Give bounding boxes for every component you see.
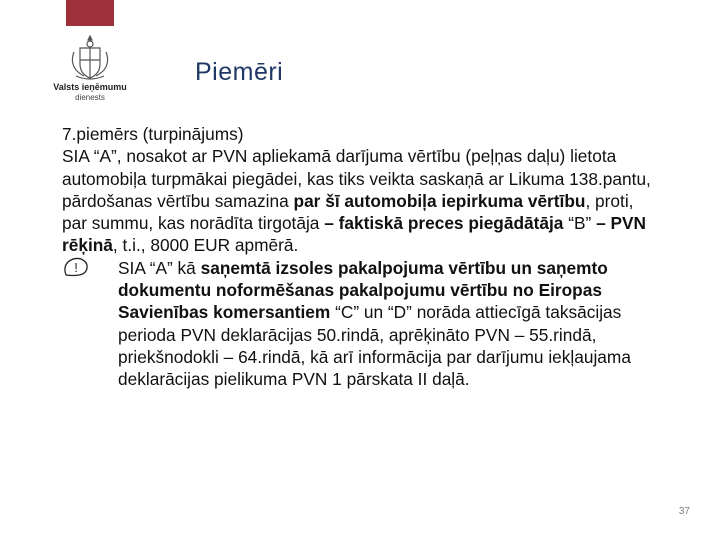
paragraph-2 [62,257,662,391]
logo-text-line2: dienests [75,93,105,102]
exclamation-icon [62,257,90,277]
svg-text:!: ! [74,259,78,275]
page-number: 37 [678,506,690,517]
vid-logo [50,34,130,126]
para1-run: , t.i., 8000 EUR apmērā. [112,235,299,256]
para1-run: SIA “A”, nosakot ar PVN apliekamā darījuma vērtību (peļņas daļu) lietota automobiļa turpmākai piegādei, kas tiks veikta saskaņā ar Likuma 138.pantu, pārdošanas vērtību samazina [62,146,651,211]
paragraph-1 [62,145,662,256]
para2-run: “C” un “D” norāda attiecīgā taksācijas perioda PVN deklarācijas 50.rindā, aprēķināto PVN – 55.rindā, priekšnodokli – 64.rindā, kā arī informācija par darījumu iekļaujama deklarācijas pielikuma PVN 1 pārskata II daļā. [118,302,631,390]
logo-text-line1: Valsts ieņēmumu [53,82,127,92]
para2-run: SIA “A” kā [118,257,201,278]
para1-run: par šī automobiļa iepirkuma vērtību [293,190,586,211]
paragraph-2-text [118,258,631,389]
slide-title: Piemēri [195,58,284,86]
para1-run: – PVN rēķinā [62,213,647,256]
para1-run: “B” [563,213,597,234]
coat-of-arms-icon [68,34,112,82]
example-subtitle: 7.piemērs (turpinājums) [62,124,244,144]
para1-run: – faktiskā preces piegādātāja [324,213,564,234]
para2-run: saņemtā izsoles pakalpojuma vērtību un saņemto dokumentu noformēšanas pakalpojumu vērtību no Eiropas Savienības komersantiem [118,257,608,323]
para1-run: , proti, par summu, kas norādīta tirgotāja [62,190,634,234]
slide-content [62,123,662,391]
top-accent-bar [66,0,114,26]
